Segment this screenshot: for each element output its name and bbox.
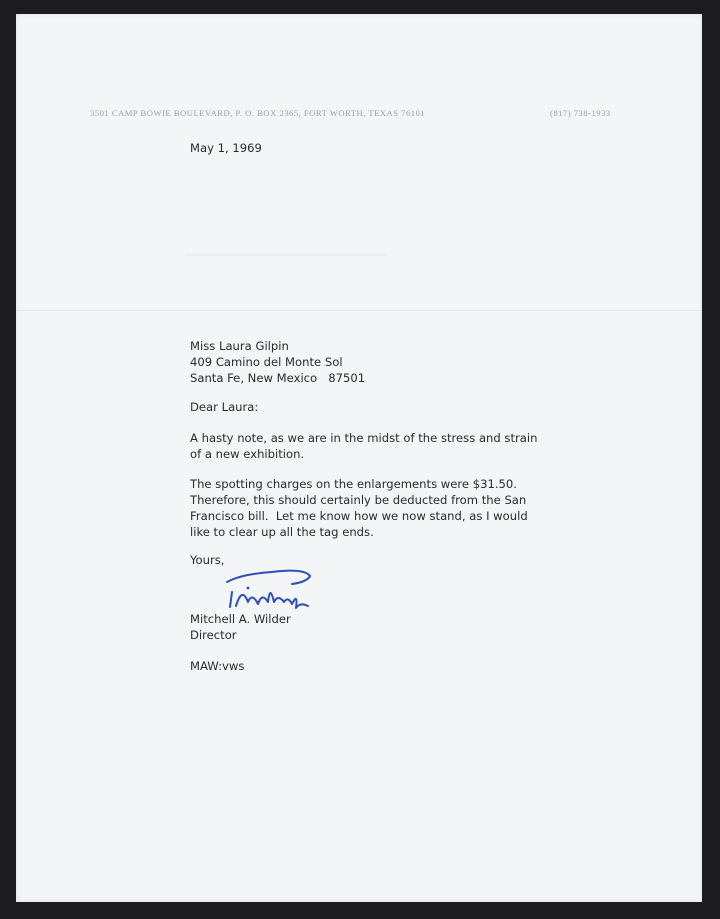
signer-name: Mitchell A. Wilder: [190, 612, 291, 626]
signer-block: [190, 611, 291, 643]
signer-title: Director: [190, 628, 237, 642]
show-through-heading: [186, 214, 386, 256]
paragraph-1: [190, 430, 537, 462]
letter-page: [16, 14, 702, 902]
paragraph-2-line: Therefore, this should certainly be deducted from the San: [190, 493, 527, 507]
reference-initials: MAW:vws: [190, 659, 245, 673]
signature: [212, 562, 316, 614]
paragraph-2-line: The spotting charges on the enlargements were $31.50.: [190, 477, 517, 491]
paragraph-1-line: A hasty note, as we are in the midst of the stress and strain: [190, 431, 538, 445]
letterhead-phone: (817) 738-1933: [550, 108, 611, 118]
recipient-street: 409 Camino del Monte Sol: [190, 355, 343, 369]
paragraph-1-line: of a new exhibition.: [190, 447, 305, 461]
fold-line: [16, 310, 702, 311]
letter-date: May 1, 1969: [190, 141, 262, 155]
closing: Yours,: [190, 553, 225, 567]
letterhead-address: 3501 CAMP BOWIE BOULEVARD, P. O. BOX 2365, FORT WORTH, TEXAS 76101: [90, 108, 426, 118]
paragraph-2: [190, 476, 528, 540]
recipient-name: Miss Laura Gilpin: [190, 339, 289, 353]
paragraph-2-line: like to clear up all the tag ends.: [190, 525, 374, 539]
salutation: Dear Laura:: [190, 400, 259, 414]
recipient-address: [190, 338, 365, 386]
show-through-text: [112, 70, 612, 100]
paragraph-2-line: Francisco bill. Let me know how we now stand, as I would: [190, 509, 528, 523]
recipient-city: Santa Fe, New Mexico 87501: [190, 371, 366, 385]
